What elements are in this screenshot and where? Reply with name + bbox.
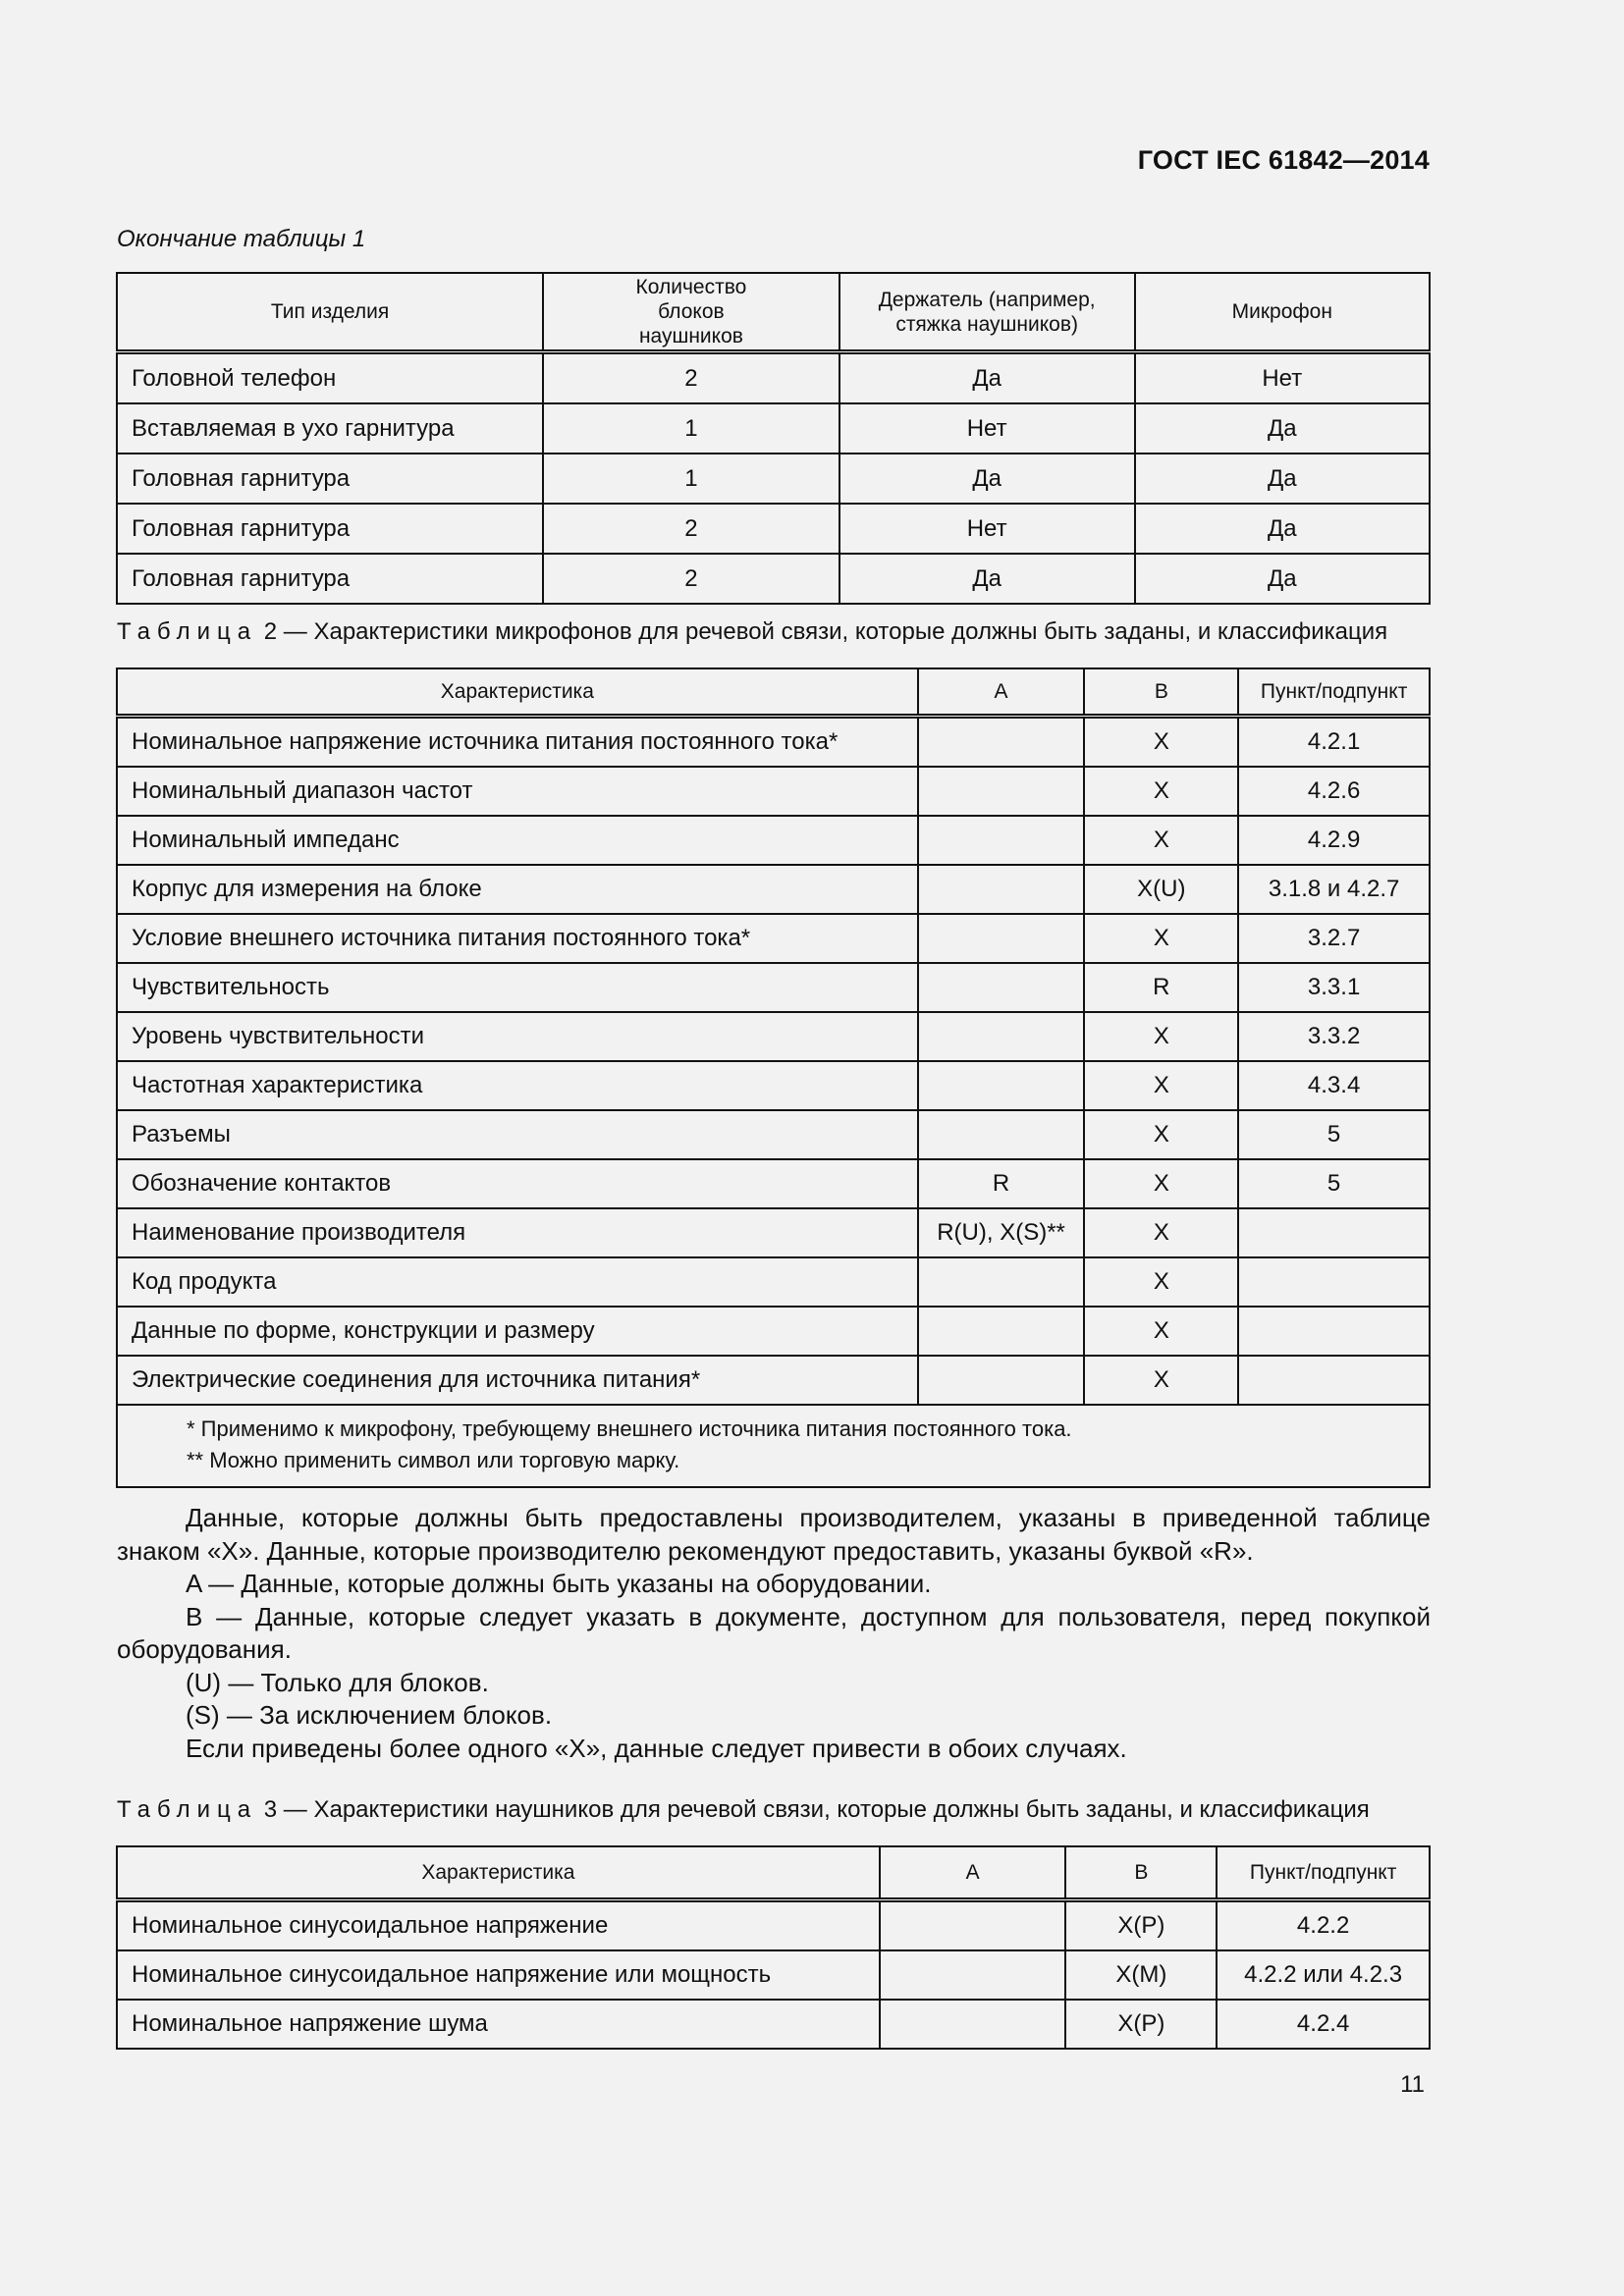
table-cell: Да — [839, 352, 1135, 404]
table-cell — [1238, 1307, 1430, 1356]
table-cell: Номинальное синусоидальное напряжение — [117, 1900, 880, 1951]
table-cell: Нет — [1135, 352, 1430, 404]
table-cell — [1238, 1257, 1430, 1307]
table-cell: Да — [1135, 454, 1430, 504]
table2 — [116, 667, 1431, 1488]
table-row — [117, 403, 1430, 454]
table-cell: Обозначение контактов — [117, 1159, 918, 1208]
table1 — [116, 272, 1431, 605]
table-row — [117, 1110, 1430, 1159]
table-row — [117, 454, 1430, 504]
table-cell: Номинальный импеданс — [117, 816, 918, 865]
table2-header-a: A — [918, 668, 1085, 717]
table-cell: Номинальное напряжение источника питания постоянного тока* — [117, 717, 918, 768]
table-cell: X — [1084, 914, 1238, 963]
table-cell: Головная гарнитура — [117, 504, 543, 554]
paragraph: Если приведены более одного «X», данные следует привести в обоих случаях. — [186, 1733, 1127, 1763]
table2-title — [117, 618, 1387, 646]
table-cell — [918, 717, 1085, 768]
table-cell: Да — [839, 554, 1135, 604]
table2-note-2: ** Можно применить символ или торговую марку. — [187, 1448, 680, 1472]
table3-header-b: B — [1065, 1846, 1217, 1900]
table-row — [117, 1012, 1430, 1061]
table-cell: X — [1084, 717, 1238, 768]
paragraph: оборудования. — [117, 1634, 292, 1664]
table-row — [117, 1208, 1430, 1257]
table-cell — [880, 1950, 1066, 2000]
paragraph: A — Данные, которые должны быть указаны на оборудовании. — [186, 1569, 932, 1598]
table-cell: X — [1084, 1257, 1238, 1307]
table-cell: Вставляемая в ухо гарнитура — [117, 403, 543, 454]
table-row — [117, 914, 1430, 963]
table-cell — [918, 1356, 1085, 1405]
table-cell: Номинальный диапазон частот — [117, 767, 918, 816]
table-cell — [880, 1900, 1066, 1951]
table-cell — [918, 1307, 1085, 1356]
table3-title-text: 3 — Характеристики наушников для речевой связи, которые должны быть заданы, и классификация — [263, 1796, 1370, 1823]
table-cell: Корпус для измерения на блоке — [117, 865, 918, 914]
table-cell: X — [1084, 1012, 1238, 1061]
page-number: 11 — [1400, 2071, 1425, 2098]
table-row — [117, 717, 1430, 768]
table-header-row — [117, 273, 1430, 352]
table-cell: 3.2.7 — [1238, 914, 1430, 963]
table-row — [117, 1356, 1430, 1405]
table-cell: 4.2.4 — [1217, 2000, 1430, 2049]
table-cell: Разъемы — [117, 1110, 918, 1159]
table-cell: Да — [1135, 554, 1430, 604]
table-cell: X — [1084, 1307, 1238, 1356]
table-notes-row — [117, 1405, 1430, 1487]
table-cell: Частотная характеристика — [117, 1061, 918, 1110]
table-cell: X(P) — [1065, 2000, 1217, 2049]
table-row — [117, 554, 1430, 604]
table-cell: 2 — [543, 554, 839, 604]
table-cell: 4.2.6 — [1238, 767, 1430, 816]
table-row — [117, 1257, 1430, 1307]
table1-header-holder: Держатель (например, стяжка наушников) — [839, 273, 1135, 352]
table-cell: X(U) — [1084, 865, 1238, 914]
table-cell: X — [1084, 1356, 1238, 1405]
table-row — [117, 1950, 1430, 2000]
table-cell: 4.2.1 — [1238, 717, 1430, 768]
table-cell — [1238, 1208, 1430, 1257]
table-cell: Головная гарнитура — [117, 554, 543, 604]
table-cell: Номинальное напряжение шума — [117, 2000, 880, 2049]
table-cell — [918, 816, 1085, 865]
table-cell: Данные по форме, конструкции и размеру — [117, 1307, 918, 1356]
table-row — [117, 963, 1430, 1012]
paragraph: (U) — Только для блоков. — [186, 1667, 489, 1697]
table-cell — [1238, 1356, 1430, 1405]
table-row — [117, 767, 1430, 816]
table-cell: R(U), X(S)** — [918, 1208, 1085, 1257]
table-cell: Номинальное синусоидальное напряжение или мощность — [117, 1950, 880, 2000]
table-cell: 1 — [543, 454, 839, 504]
table-cell: Да — [1135, 403, 1430, 454]
paragraph: (S) — За исключением блоков. — [186, 1700, 553, 1730]
table-cell: R — [1084, 963, 1238, 1012]
table2-header-characteristic: Характеристика — [117, 668, 918, 717]
table-row — [117, 816, 1430, 865]
table3-header-clause: Пункт/подпункт — [1217, 1846, 1430, 1900]
table-cell: Электрические соединения для источника питания* — [117, 1356, 918, 1405]
table2-title-text: 2 — Характеристики микрофонов для речевой связи, которые должны быть заданы, и классификация — [263, 618, 1388, 645]
table2-note-1: * Применимо к микрофону, требующему внешнего источника питания постоянного тока. — [187, 1416, 1072, 1441]
table2-header-clause: Пункт/подпункт — [1238, 668, 1430, 717]
table-cell: 2 — [543, 504, 839, 554]
table3-title — [117, 1796, 1370, 1824]
table-header-row — [117, 1846, 1430, 1900]
paragraph: B — Данные, которые следует указать в документе, доступном для пользователя, перед покупкой — [186, 1601, 1431, 1631]
table-row — [117, 1900, 1430, 1951]
table-cell — [918, 1061, 1085, 1110]
table-row — [117, 1307, 1430, 1356]
table-cell: 4.2.2 или 4.2.3 — [1217, 1950, 1430, 2000]
document-id: ГОСТ IEC 61842—2014 — [1137, 145, 1430, 175]
table-cell: X(P) — [1065, 1900, 1217, 1951]
table-cell: X — [1084, 767, 1238, 816]
body-text — [117, 1502, 1431, 1765]
table-row — [117, 1159, 1430, 1208]
table2-notes — [117, 1405, 1430, 1487]
table-cell: Да — [839, 454, 1135, 504]
paragraph: Данные, которые должны быть предоставлены производителем, указаны в приведенной таблице — [186, 1503, 1431, 1532]
table-cell: 4.2.9 — [1238, 816, 1430, 865]
table-cell: Нет — [839, 504, 1135, 554]
table-cell: X — [1084, 1110, 1238, 1159]
table-cell: X — [1084, 816, 1238, 865]
table-cell: 2 — [543, 352, 839, 404]
table-cell: 5 — [1238, 1110, 1430, 1159]
table-cell: X — [1084, 1061, 1238, 1110]
table-row — [117, 2000, 1430, 2049]
table1-header-type: Тип изделия — [117, 273, 543, 352]
table-cell: R — [918, 1159, 1085, 1208]
table-cell — [880, 2000, 1066, 2049]
table-cell: Чувствительность — [117, 963, 918, 1012]
table-cell: 3.1.8 и 4.2.7 — [1238, 865, 1430, 914]
table-cell — [918, 1012, 1085, 1061]
table2-header-b: B — [1084, 668, 1238, 717]
table-cell — [918, 963, 1085, 1012]
table-cell: 3.3.1 — [1238, 963, 1430, 1012]
table-row — [117, 1061, 1430, 1110]
table-cell — [918, 767, 1085, 816]
table-cell: X — [1084, 1159, 1238, 1208]
table1-header-mic: Микрофон — [1135, 273, 1430, 352]
table-cell: 3.3.2 — [1238, 1012, 1430, 1061]
table-cell — [918, 1257, 1085, 1307]
table-cell: X — [1084, 1208, 1238, 1257]
paragraph: знаком «X». Данные, которые производителю рекомендуют предоставить, указаны буквой «R». — [117, 1535, 1254, 1566]
table-row — [117, 504, 1430, 554]
table1-header-count: Количество блоков наушников — [543, 273, 839, 352]
table-cell: Головной телефон — [117, 352, 543, 404]
table-cell: Да — [1135, 504, 1430, 554]
table3-header-a: A — [880, 1846, 1066, 1900]
table-cell: 1 — [543, 403, 839, 454]
table-cell: Условие внешнего источника питания постоянного тока* — [117, 914, 918, 963]
table-cell — [918, 914, 1085, 963]
table-cell: 4.3.4 — [1238, 1061, 1430, 1110]
table-cell: X(M) — [1065, 1950, 1217, 2000]
table-cell — [918, 1110, 1085, 1159]
table-cell: Уровень чувствительности — [117, 1012, 918, 1061]
table-row — [117, 352, 1430, 404]
table-cell: Наименование производителя — [117, 1208, 918, 1257]
table-cell: Код продукта — [117, 1257, 918, 1307]
table-header-row — [117, 668, 1430, 717]
table3-header-characteristic: Характеристика — [117, 1846, 880, 1900]
table2-title-label: Таблица — [117, 618, 258, 645]
table-cell — [918, 865, 1085, 914]
table-cell: 5 — [1238, 1159, 1430, 1208]
table1-caption: Окончание таблицы 1 — [117, 226, 366, 252]
table-cell: Нет — [839, 403, 1135, 454]
table3 — [116, 1845, 1431, 2050]
table3-title-label: Таблица — [117, 1796, 258, 1823]
table-cell: 4.2.2 — [1217, 1900, 1430, 1951]
table-cell: Головная гарнитура — [117, 454, 543, 504]
table-row — [117, 865, 1430, 914]
